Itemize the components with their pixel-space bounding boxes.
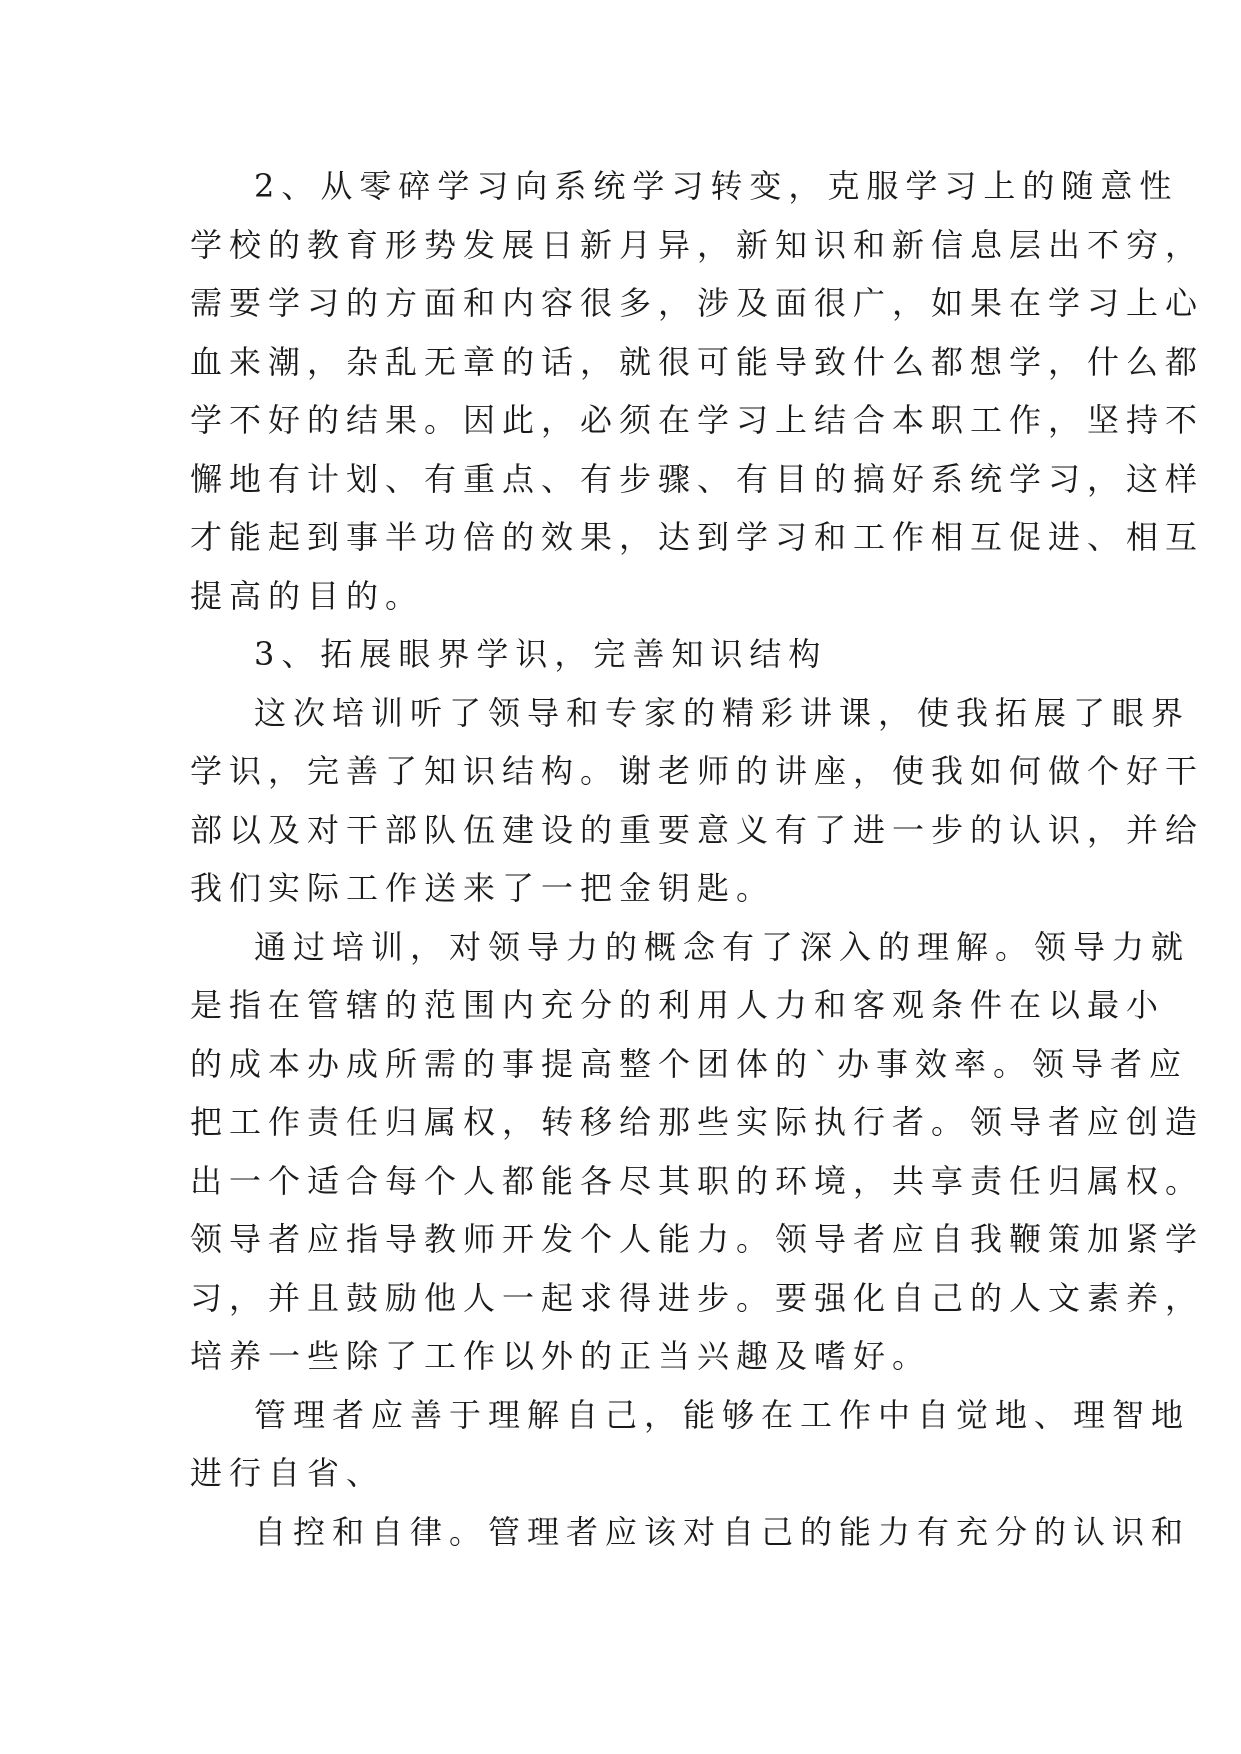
text-line: 自控和自律。管理者应该对自己的能力有充分的认识和 xyxy=(254,1512,1191,1551)
text-line: 把工作责任归属权，转移给那些实际执行者。领导者应创造 xyxy=(190,1103,1205,1141)
text-line: 进行自省、 xyxy=(190,1454,386,1492)
text-line: 学识，完善了知识结构。谢老师的讲座，使我如何做个好干 xyxy=(190,752,1205,790)
text-line: 学不好的结果。因此，必须在学习上结合本职工作，坚持不 xyxy=(190,401,1205,439)
text-line: 部以及对干部队伍建设的重要意义有了进一步的认识，并给 xyxy=(190,810,1205,849)
text-line: 管理者应善于理解自己，能够在工作中自觉地、理智地 xyxy=(254,1395,1191,1434)
text-line: 2、从零碎学习向系统学习转变，克服学习上的随意性 xyxy=(254,167,1179,205)
text-line: 才能起到事半功倍的效果，达到学习和工作相互促进、相互 xyxy=(190,518,1205,556)
text-line: 习，并且鼓励他人一起求得进步。要强化自己的人文素养， xyxy=(190,1278,1205,1317)
text-line: 我们实际工作送来了一把金钥匙。 xyxy=(190,869,776,907)
text-line: 是指在管辖的范围内充分的利用人力和客观条件在以最小 xyxy=(190,986,1166,1024)
text-line: 学校的教育形势发展日新月异，新知识和新信息层出不穷， xyxy=(190,225,1205,264)
text-line: 的成本办成所需的事提高整个团体的`办事效率。领导者应 xyxy=(190,1044,1189,1083)
text-line: 这次培训听了领导和专家的精彩讲课，使我拓展了眼界 xyxy=(254,693,1191,732)
text-line: 出一个适合每个人都能各尽其职的环境，共享责任归属权。 xyxy=(190,1161,1205,1200)
text-line: 需要学习的方面和内容很多，涉及面很广，如果在学习上心 xyxy=(190,284,1205,322)
text-line: 领导者应指导教师开发个人能力。领导者应自我鞭策加紧学 xyxy=(190,1220,1205,1258)
text-line: 懈地有计划、有重点、有步骤、有目的搞好系统学习，这样 xyxy=(190,459,1205,498)
document-body xyxy=(190,157,1205,1561)
text-line: 血来潮，杂乱无章的话，就很可能导致什么都想学，什么都 xyxy=(190,342,1205,381)
text-line: 3、拓展眼界学识，完善知识结构 xyxy=(254,635,828,673)
text-line: 培养一些除了工作以外的正当兴趣及嗜好。 xyxy=(190,1337,932,1375)
text-line: 通过培训，对领导力的概念有了深入的理解。领导力就 xyxy=(254,927,1191,966)
text-line: 提高的目的。 xyxy=(190,576,425,615)
